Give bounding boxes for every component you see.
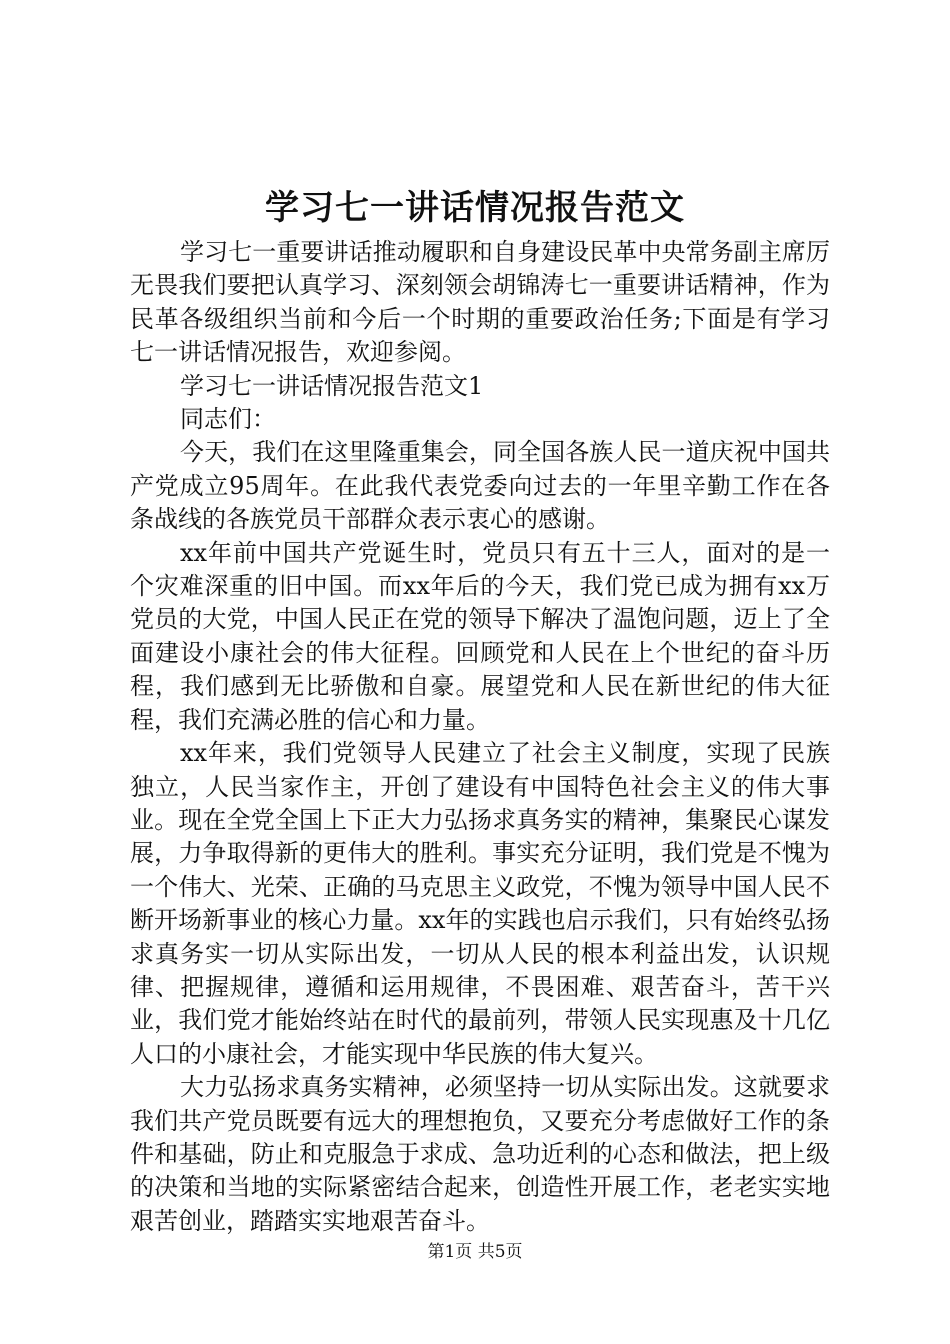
document-body <box>130 236 830 1238</box>
body-paragraph: xx年前中国共产党诞生时，党员只有五十三人，面对的是一个灾难深重的旧中国。而xx年后的今天，我们党已成为拥有xx万党员的大党，中国人民正在党的领导下解决了温饱问题，迈上了全面建设小康社会的伟大征程。回顾党和人民在上个世纪的奋斗历程，我们感到无比骄傲和自豪。展望党和人民在新世纪的伟大征程，我们充满必胜的信心和力量。 <box>130 538 830 734</box>
page-number-footer: 第1页 共5页 <box>427 1242 523 1262</box>
body-paragraph: xx年来，我们党领导人民建立了社会主义制度，实现了民族独立，人民当家作主，开创了建设有中国特色社会主义的伟大事业。现在全党全国上下正大力弘扬求真务实的精神，集聚民心谋发展，力争取得新的更伟大的胜利。事实充分证明，我们党是不愧为一个伟大、光荣、正确的马克思主义政党，不愧为领导中国人民不断开场新事业的核心力量。xx年的实践也启示我们，只有始终弘扬求真务实一切从实际出发，一切从人民的根本利益出发，认识规律、把握规律，遵循和运用规律，不畏困难、艰苦奋斗，苦干兴业，我们党才能始终站在时代的最前列，带领人民实现惠及十几亿人口的小康社会，才能实现中华民族的伟大复兴。 <box>130 739 830 1068</box>
salutation: 同志们： <box>180 405 276 434</box>
document-title: 学习七一讲话情况报告范文 <box>265 188 685 228</box>
body-paragraph: 今天，我们在这里隆重集会，同全国各族人民一道庆祝中国共产党成立95周年。在此我代表党委向过去的一年里辛勤工作在各条战线的各族党员干部群众表示衷心的感谢。 <box>130 438 830 534</box>
section-heading: 学习七一讲话情况报告范文1 <box>180 371 484 400</box>
body-paragraph: 大力弘扬求真务实精神，必须坚持一切从实际出发。这就要求我们共产党员既要有远大的理想抱负，又要充分考虑做好工作的条件和基础，防止和克服急于求成、急功近利的心态和做法，把上级的决策和当地的实际紧密结合起来，创造性开展工作，老老实实地艰苦创业，踏踏实实地艰苦奋斗。 <box>130 1073 830 1235</box>
intro-paragraph: 学习七一重要讲话推动履职和自身建设民革中央常务副主席厉无畏我们要把认真学习、深刻领会胡锦涛七一重要讲话精神，作为民革各级组织当前和今后一个时期的重要政治任务;下面是有学习七一讲话情况报告，欢迎参阅。 <box>130 238 830 367</box>
